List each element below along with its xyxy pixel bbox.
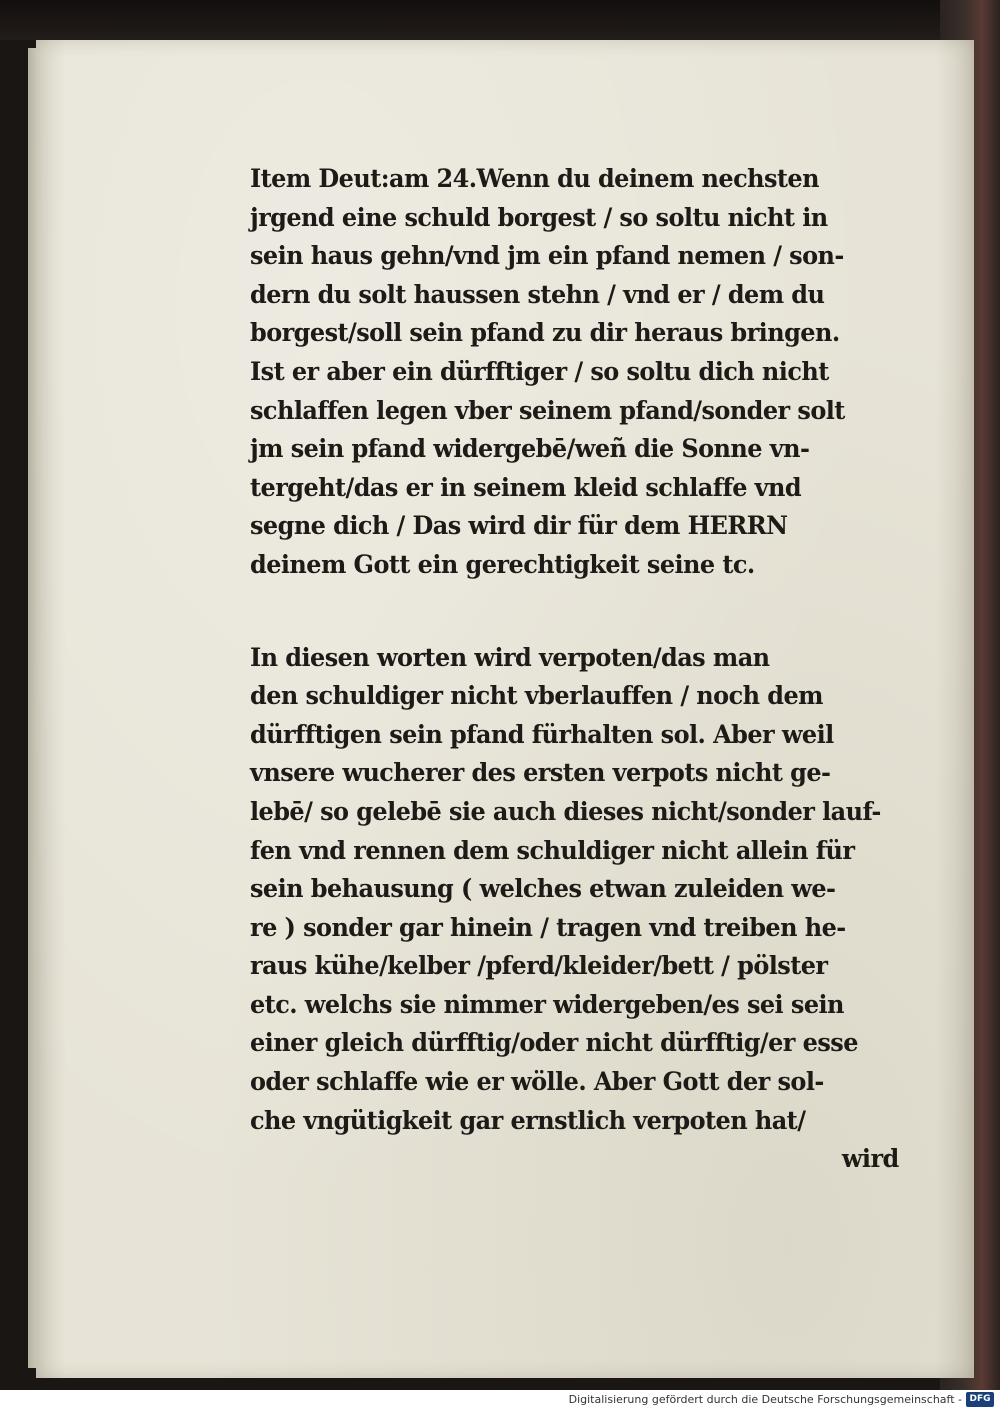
text-line: sein behausung ( welches etwan zuleiden we- [250,874,836,905]
footer-credit: Digitalisierung gefördert durch die Deutsche Forschungsgemeinschaft - [568,1393,962,1406]
paragraph-2 [250,639,910,1141]
text-line: lebē/ so gelebē sie auch dieses nicht/sonder lauf- [250,796,881,827]
text-line: dürfftigen sein pfand fürhalten sol. Aber weil [250,719,834,750]
text-line: jrgend eine schuld borgest / so soltu nicht in [250,202,828,233]
text-line: dern du solt haussen stehn / vnd er / dem du [250,279,825,310]
text-line: deinem Gott ein gerechtigkeit seine tc. [250,549,755,580]
text-block [250,160,910,1179]
text-line: fen vnd rennen dem schuldiger nicht allein für [250,835,855,866]
text-line: oder schlaffe wie er wölle. Aber Gott der sol- [250,1067,824,1098]
text-line: segne dich / Das wird dir für dem HERRN [250,511,788,542]
dfg-logo: DFG [966,1392,994,1407]
text-line: Ist er aber ein dürfftiger / so soltu dich nicht [250,356,829,387]
text-line: tergeht/das er in seinem kleid schlaffe vnd [250,472,802,503]
text-line: etc. welchs sie nimmer widergeben/es sei sein [250,989,844,1020]
text-line: den schuldiger nicht vberlauffen / noch dem [250,681,823,712]
text-line: einer gleich dürfftig/oder nicht dürfftig/er esse [250,1028,858,1059]
text-line: jm sein pfand widergebē/weñ die Sonne vn- [250,434,810,465]
text-line: schlaffen legen vber seinem pfand/sonder solt [250,395,845,426]
text-line: sein haus gehn/vnd jm ein pfand nemen / son- [250,241,844,272]
text-line: vnsere wucherer des ersten verpots nicht ge- [250,758,831,789]
text-line: In diesen worten wird verpoten/das man [250,642,770,673]
paragraph-1 [250,160,910,585]
text-line: Item Deut:am 24.Wenn du deinem nechsten [250,164,819,194]
text-line: raus kühe/kelber /pferd/kleider/bett / pölster [250,951,828,982]
text-line: che vngütigkeit gar ernstlich verpoten hat/ [250,1105,806,1136]
text-line: re ) sonder gar hinein / tragen vnd treiben he- [250,912,846,943]
text-line: borgest/soll sein pfand zu dir heraus bringen. [250,318,840,349]
catchword: wird [841,1144,899,1175]
paragraph-gap [250,585,910,639]
book-edge-top [0,0,1000,40]
